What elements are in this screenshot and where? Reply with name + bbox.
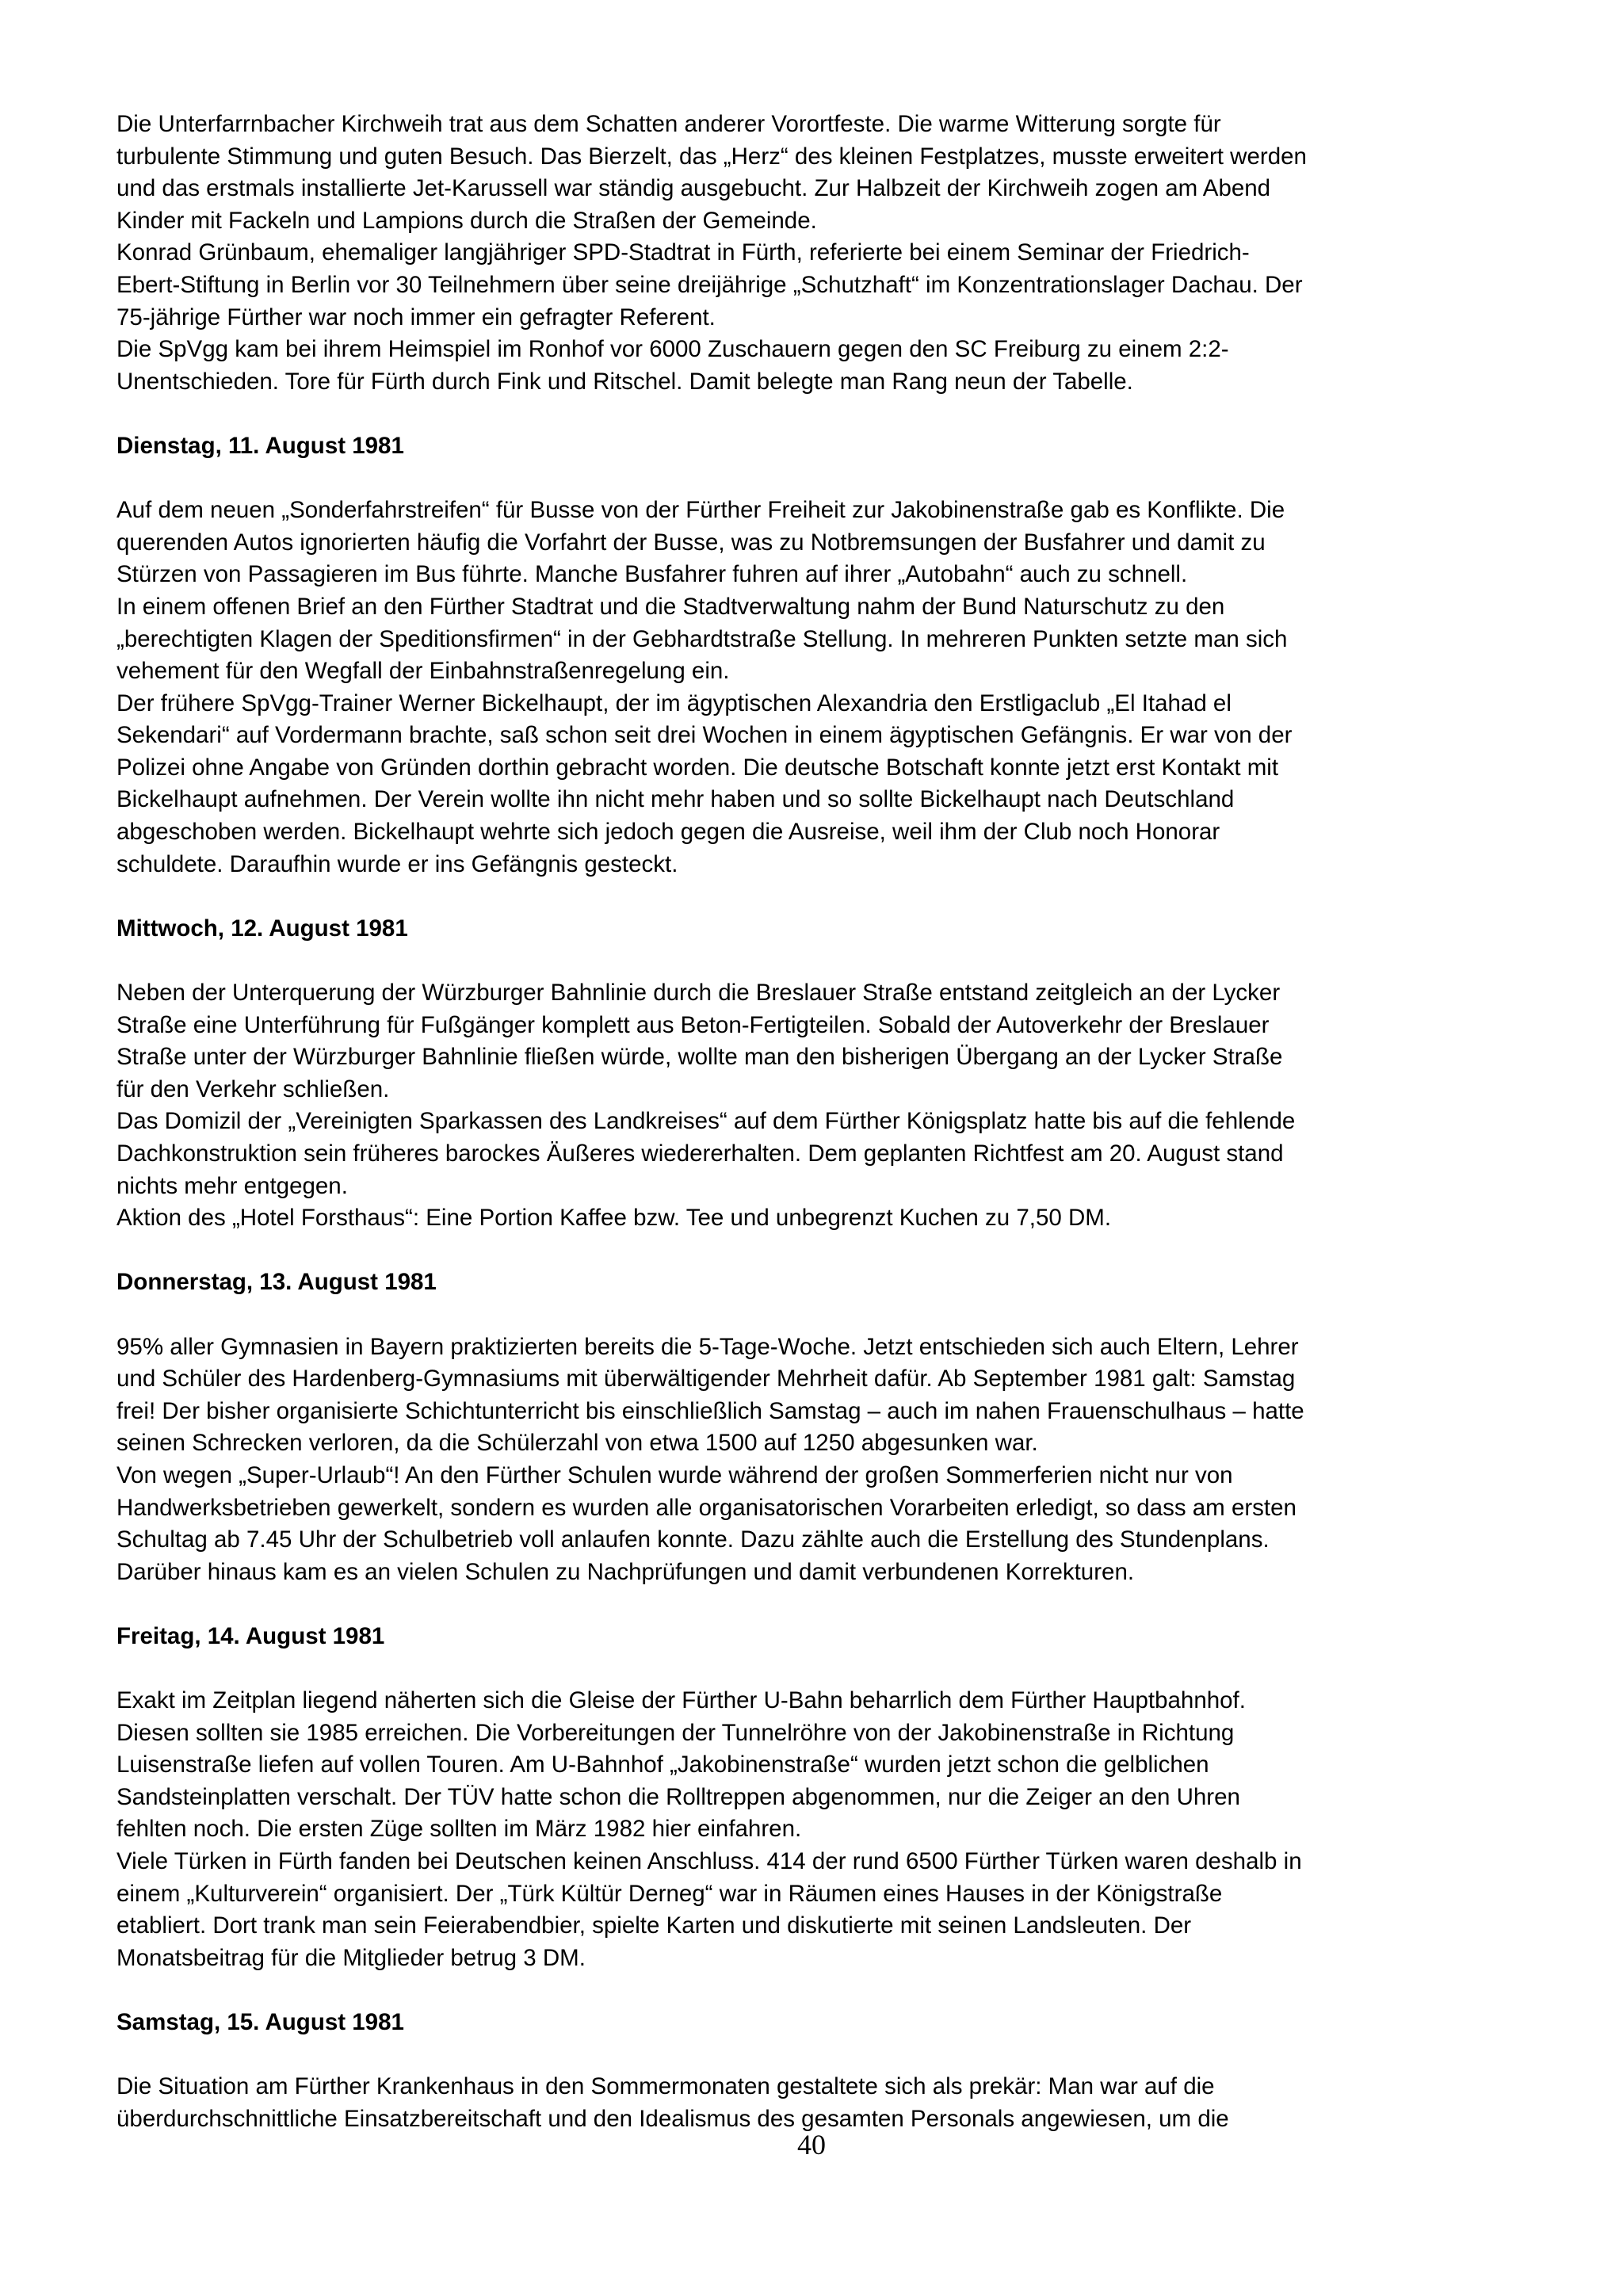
paragraph-gymnasien bbox=[116, 1331, 1511, 1460]
text-line: Polizei ohne Angabe von Gründen dorthin gebracht worden. Die deutsche Botschaft konnte jetzt erst Kontakt mit bbox=[116, 754, 1279, 781]
text-line: Diesen sollten sie 1985 erreichen. Die Vorbereitungen der Tunnelröhre von der Jakobinenstraße in Richtung bbox=[116, 1719, 1235, 1746]
text-line: und das erstmals installierte Jet-Karussell war ständig ausgebucht. Zur Halbzeit der Kirchweih zogen am Abend bbox=[116, 175, 1271, 202]
text-line: „berechtigten Klagen der Speditionsfirmen“ in der Gebhardtstraße Stellung. In mehreren Punkten setzte man sich bbox=[116, 625, 1288, 652]
text-line: querenden Autos ignorierten häufig die Vorfahrt der Busse, was zu Notbremsungen der Busfahrer und damit zu bbox=[116, 529, 1266, 556]
paragraph-spvgg bbox=[116, 334, 1511, 398]
paragraph-kulturverein bbox=[116, 1846, 1511, 1974]
date-heading: Donnerstag, 13. August 1981 bbox=[116, 1269, 437, 1296]
text-line: Straße eine Unterführung für Fußgänger komplett aus Beton-Fertigteilen. Sobald der Autoverkehr der Breslauer bbox=[116, 1011, 1270, 1038]
section-donnerstag bbox=[116, 1266, 1511, 1588]
text-line: Exakt im Zeitplan liegend näherten sich die Gleise der Fürther U-Bahn beharrlich dem Fürther Hauptbahnhof. bbox=[116, 1687, 1246, 1714]
paragraph-sparkassen bbox=[116, 1106, 1511, 1202]
text-line: In einem offenen Brief an den Fürther Stadtrat und die Stadtverwaltung nahm der Bund Naturschutz zu den bbox=[116, 593, 1225, 620]
text-line: Luisenstraße liefen auf vollen Touren. Am U-Bahnhof „Jakobinenstraße“ wurden jetzt schon die gelblichen bbox=[116, 1752, 1209, 1778]
text-line: Stürzen von Passagieren im Bus führte. Manche Busfahrer fuhren auf ihrer „Autobahn“ auch zu schnell. bbox=[116, 561, 1188, 588]
text-line: frei! Der bisher organisierte Schichtunterricht bis einschließlich Samstag – auch im nahen Frauenschulhaus – hatte bbox=[116, 1397, 1304, 1424]
text-line: abgeschoben werden. Bickelhaupt wehrte sich jedoch gegen die Ausreise, weil ihm der Club noch Honorar bbox=[116, 819, 1220, 846]
text-line: Die SpVgg kam bei ihrem Heimspiel im Ronhof vor 6000 Zuschauern gegen den SC Freiburg zu einem 2:2- bbox=[116, 336, 1229, 363]
date-heading: Freitag, 14. August 1981 bbox=[116, 1622, 385, 1649]
text-line: fehlten noch. Die ersten Züge sollten im März 1982 hier einfahren. bbox=[116, 1816, 802, 1843]
paragraph-u-bahn bbox=[116, 1685, 1511, 1846]
text-line: Das Domizil der „Vereinigten Sparkassen des Landkreises“ auf dem Fürther Königsplatz hatte bis auf die fehlende bbox=[116, 1108, 1296, 1135]
text-line: Dachkonstruktion sein früheres barockes Äußeres wiedererhalten. Dem geplanten Richtfest am 20. August stand bbox=[116, 1140, 1284, 1167]
section-mittwoch bbox=[116, 913, 1511, 1235]
paragraph-bund-naturschutz bbox=[116, 591, 1511, 688]
section-samstag bbox=[116, 2007, 1511, 2135]
text-line: für den Verkehr schließen. bbox=[116, 1075, 390, 1102]
text-line: Viele Türken in Fürth fanden bei Deutschen keinen Anschluss. 414 der rund 6500 Fürther Türken waren deshalb in bbox=[116, 1848, 1302, 1875]
text-line: und Schüler des Hardenberg-Gymnasiums mit überwältigender Mehrheit dafür. Ab September 1981 galt: Samstag bbox=[116, 1366, 1296, 1392]
paragraph-super-urlaub bbox=[116, 1460, 1511, 1588]
paragraph-krankenhaus bbox=[116, 2071, 1511, 2135]
paragraph-kirchweih bbox=[116, 109, 1511, 237]
section-freitag bbox=[116, 1621, 1511, 1975]
text-line: Handwerksbetrieben gewerkelt, sondern es wurden alle organisatorischen Vorarbeiten erledigt, so dass am ersten bbox=[116, 1494, 1296, 1521]
section-intro bbox=[116, 109, 1511, 398]
text-line: Auf dem neuen „Sonderfahrstreifen“ für Busse von der Fürther Freiheit zur Jakobinenstraße gab es Konflikte. Die bbox=[116, 497, 1285, 524]
text-line: seinen Schrecken verloren, da die Schülerzahl von etwa 1500 auf 1250 abgesunken war. bbox=[116, 1430, 1038, 1457]
text-line: schuldete. Daraufhin wurde er ins Gefängnis gesteckt. bbox=[116, 850, 678, 877]
text-line: Die Situation am Fürther Krankenhaus in den Sommermonaten gestaltete sich als prekär: Man war auf die bbox=[116, 2073, 1215, 2100]
text-line: nichts mehr entgegen. bbox=[116, 1172, 348, 1199]
paragraph-sonderfahrstreifen bbox=[116, 495, 1511, 591]
date-heading: Mittwoch, 12. August 1981 bbox=[116, 915, 408, 942]
text-line: Monatsbeitrag für die Mitglieder betrug 3 DM. bbox=[116, 1944, 586, 1971]
text-line: etabliert. Dort trank man sein Feierabendbier, spielte Karten und diskutierte mit seinen Landsleuten. Der bbox=[116, 1912, 1192, 1939]
page-number: 40 bbox=[797, 2129, 826, 2160]
text-line: Sekendari“ auf Vordermann brachte, saß schon seit drei Wochen in einem ägyptischen Gefängnis. Er war von der bbox=[116, 722, 1293, 749]
text-line: Ebert-Stiftung in Berlin vor 30 Teilnehmern über seine dreijährige „Schutzhaft“ im Konzentrationslager Dachau. Der bbox=[116, 271, 1303, 298]
section-dienstag bbox=[116, 430, 1511, 881]
text-line: Bickelhaupt aufnehmen. Der Verein wollte ihn nicht mehr haben und so sollte Bickelhaupt nach Deutschland bbox=[116, 786, 1235, 813]
text-line: Straße unter der Würzburger Bahnlinie fließen würde, wollte man den bisherigen Übergang an der Lycker Straße bbox=[116, 1044, 1283, 1071]
text-line: Darüber hinaus kam es an vielen Schulen zu Nachprüfungen und damit verbundenen Korrekturen. bbox=[116, 1558, 1135, 1585]
text-line: Neben der Unterquerung der Würzburger Bahnlinie durch die Breslauer Straße entstand zeitgleich an der Lycker bbox=[116, 980, 1281, 1007]
text-line: überdurchschnittliche Einsatzbereitschaft und den Idealismus des gesamten Personals angewiesen, um die bbox=[116, 2105, 1229, 2132]
text-line: Kinder mit Fackeln und Lampions durch die Straßen der Gemeinde. bbox=[116, 207, 817, 234]
text-line: Schultag ab 7.45 Uhr der Schulbetrieb voll anlaufen konnte. Dazu zählte auch die Erstellung des Stundenplans. bbox=[116, 1526, 1270, 1553]
text-line: 75-jährige Fürther war noch immer ein gefragter Referent. bbox=[116, 304, 716, 330]
text-line: Die Unterfarrnbacher Kirchweih trat aus dem Schatten anderer Vorortfeste. Die warme Witterung sorgte für bbox=[116, 111, 1221, 137]
text-line: Sandsteinplatten verschalt. Der TÜV hatte schon die Rolltreppen abgenommen, nur die Zeiger an den Uhren bbox=[116, 1783, 1240, 1810]
paragraph-unterquerung bbox=[116, 977, 1511, 1106]
text-line: 95% aller Gymnasien in Bayern praktizierten bereits die 5-Tage-Woche. Jetzt entschieden sich auch Eltern, Lehrer bbox=[116, 1333, 1299, 1360]
document-page bbox=[116, 109, 1511, 2135]
text-line: Der frühere SpVgg-Trainer Werner Bickelhaupt, der im ägyptischen Alexandria den Erstligaclub „El Itahad el bbox=[116, 690, 1232, 716]
date-heading: Samstag, 15. August 1981 bbox=[116, 2009, 404, 2036]
paragraph-hotel-forsthaus bbox=[116, 1202, 1511, 1235]
text-line: Von wegen „Super-Urlaub“! An den Fürther Schulen wurde während der großen Sommerferien nicht nur von bbox=[116, 1461, 1233, 1488]
text-line: vehement für den Wegfall der Einbahnstraßenregelung ein. bbox=[116, 658, 730, 685]
text-line: Aktion des „Hotel Forsthaus“: Eine Portion Kaffee bzw. Tee und unbegrenzt Kuchen zu 7,50 DM. bbox=[116, 1205, 1112, 1232]
paragraph-gruenbaum bbox=[116, 237, 1511, 334]
text-line: Konrad Grünbaum, ehemaliger langjähriger SPD-Stadtrat in Fürth, referierte bei einem Seminar der Friedrich- bbox=[116, 239, 1250, 266]
text-line: einem „Kulturverein“ organisiert. Der „Türk Kültür Derneg“ war in Räumen eines Hauses in der Königstraße bbox=[116, 1880, 1223, 1907]
text-line: turbulente Stimmung und guten Besuch. Das Bierzelt, das „Herz“ des kleinen Festplatzes, musste erweitert werden bbox=[116, 143, 1307, 170]
paragraph-bickelhaupt bbox=[116, 688, 1511, 881]
text-line: Unentschieden. Tore für Fürth durch Fink und Ritschel. Damit belegte man Rang neun der Tabelle. bbox=[116, 368, 1133, 395]
date-heading: Dienstag, 11. August 1981 bbox=[116, 432, 404, 459]
